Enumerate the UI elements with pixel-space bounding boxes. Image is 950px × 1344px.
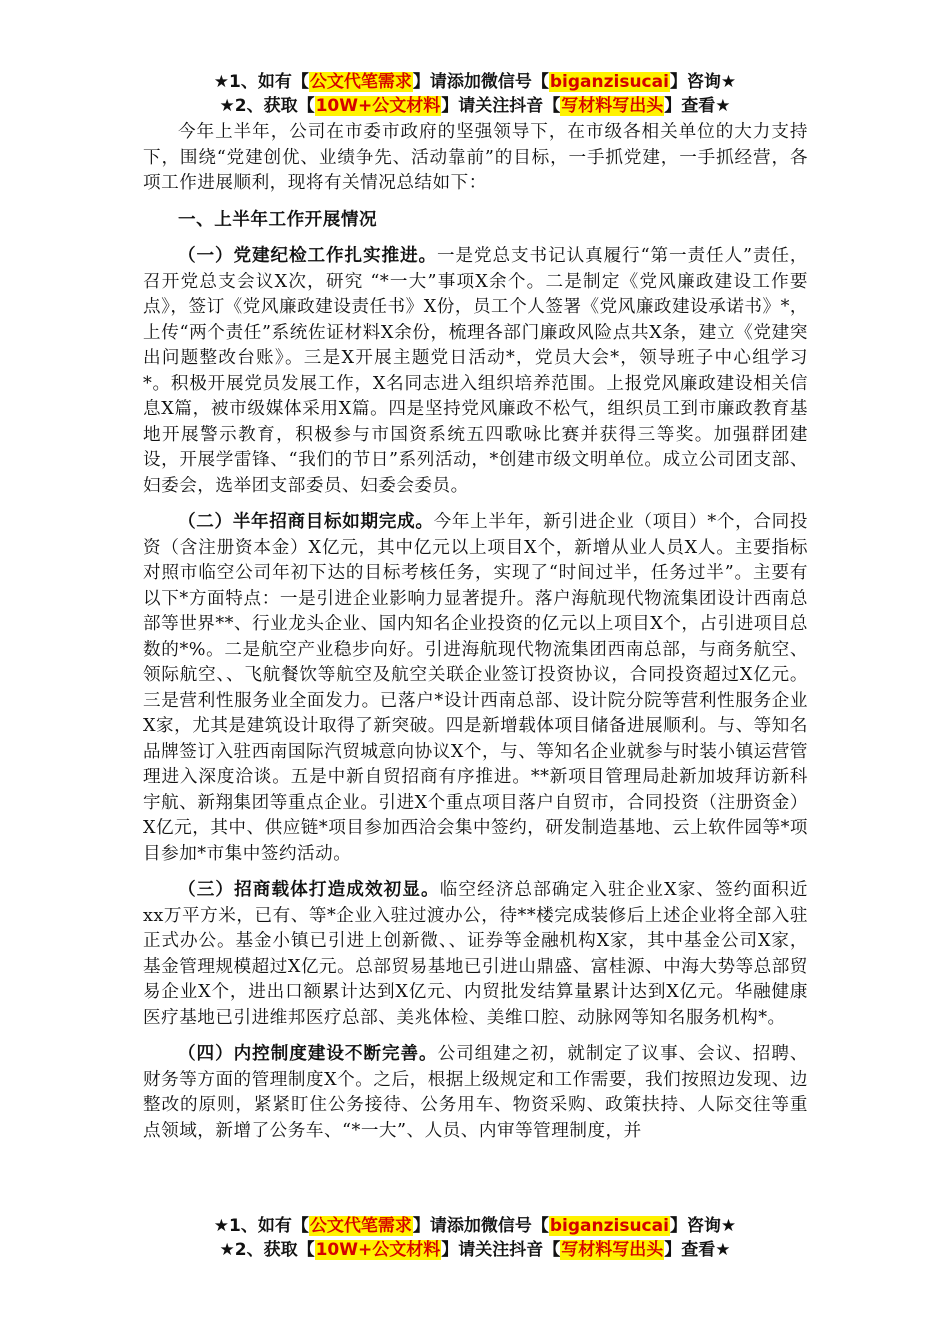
item-2-body: 今年上半年，新引进企业（项目）*个，合同投资（含注册资本金）X亿元，其中亿元以上项目X个，新增从业人员X人。主要指标对照市临空公司年初下达的目标考核任务，实现了“时间过半，任务过半”。主要有以下*方面特点：一是引进企业影响力显著提升。落户海航现代物流集团设计西南总部等世界**、行业龙头企业、国内知名企业投资的亿元以上项目X个，占引进项目总数的*%。二是航空产业稳步向好。引进海航现代物流集团西南总部，与商务航空、领际航空、、飞航餐饮等航空及航空关联企业签订投资协议，合同投资超过X亿元。三是营利性服务业全面发力。已落户*设计西南总部、设计院分院等营利性服务企业X家，尤其是建筑设计取得了新突破。四是新增载体项目储备进展顺利。与、等知名品牌签订入驻西南国际汽贸城意向协议X个，与、等知名企业就参与时装小镇运营管理进入深度洽谈。五是中新自贸招商有序推进。**新项目管理局赴新加坡拜访新科宇航、新翔集团等重点企业。引进X个重点项目落户自贸市，合同投资（注册资金）X亿元，其中、供应链*项目参加西洽会集中签约，研发制造基地、云上软件园等*项目参加*市集中签约活动。	[143, 512, 808, 864]
item-4-body: 公司组建之初，就制定了议事、会议、招聘、财务等方面的管理制度X个。之后，根据上级规定和工作需要，我们按照边发现、边整改的原则，紧紧盯住公务接待、公务用车、物资采购、政策扶持、人际交往等重点领域，新增了公务车、“*一大”、人员、内审等管理制度，并	[143, 1044, 808, 1141]
item-1-paragraph	[143, 244, 808, 499]
footer-banner-1-prefix: ★1、如有【	[213, 1216, 309, 1236]
banner-2-suffix: 】查看★	[664, 96, 731, 116]
item-2-paragraph	[143, 510, 808, 867]
footer-banner-2-suffix: 】查看★	[664, 1240, 731, 1260]
footer-banner-1-mid: 】请添加微信号【	[412, 1216, 549, 1236]
item-2-lead: （二）半年招商目标如期完成。	[178, 512, 434, 532]
banner-1-suffix: 】咨询★	[669, 72, 737, 92]
banner-line-2	[0, 94, 950, 118]
item-3-body: 临空经济总部确定入驻企业X家、签约面积近xx万平方米，已有、等*企业入驻过渡办公，待**楼完成装修后上述企业将全部入驻正式办公。基金小镇已引进上创新微、、证券等金融机构X家，其中基金公司X家，基金管理规模超过X亿元。总部贸易基地已引进山鼎盛、富桂源、中海大势等总部贸易企业X个，进出口额累计达到X亿元、内贸批发结算量累计达到X亿元。华融健康医疗基地已引进维邦医疗总部、美兆体检、美维口腔、动脉网等知名服务机构*。	[143, 880, 808, 1028]
banner-2-prefix: ★2、获取【	[219, 96, 315, 116]
footer-banner-2-mid: 】请关注抖音【	[441, 1240, 561, 1260]
banner-2-mid: 】请关注抖音【	[441, 96, 561, 116]
footer-banners	[0, 1214, 950, 1262]
banner-2-highlight: 10W+公文材料	[315, 96, 441, 116]
item-1-body: 一是党总支书记认真履行“第一责任人”责任，召开党总支会议X次，研究 “*一大”事项X余个。二是制定《党风廉政建设工作要点》，签订《党风廉政建设责任书》X份，员工个人签署《党风廉政建设承诺书》*，上传“两个责任”系统佐证材料X余份，梳理各部门廉政风险点共X条，建立《党建突出问题整改台账》。三是X开展主题党日活动*，党员大会*，领导班子中心组学习*。积极开展党员发展工作，X名同志进入组织培养范围。上报党风廉政建设相关信息X篇，被市级媒体采用X篇。四是坚持党风廉政不松气，组织员工到市廉政教育基地开展警示教育，积极参与市国资系统五四歌咏比赛并获得三等奖。加强群团建设，开展学雷锋、“我们的节日”系列活动，*创建市级文明单位。成立公司团支部、妇委会，选举团支部委员、妇委会委员。	[143, 246, 808, 496]
item-1-lead: （一）党建纪检工作扎实推进。	[178, 246, 438, 266]
section-1-title: 一、上半年工作开展情况	[178, 209, 378, 230]
wechat-id-highlight: biganzisucai	[549, 72, 669, 92]
douyin-name-highlight: 写材料写出头	[561, 96, 664, 116]
banner-line-1	[0, 70, 950, 94]
banner-1-highlight: 公文代笔需求	[309, 72, 412, 92]
item-4-lead: （四）内控制度建设不断完善。	[178, 1044, 438, 1064]
intro-paragraph: 今年上半年，公司在市委市政府的坚强领导下，在市级各相关单位的大力支持下，围绕“党建创优、业绩争先、活动靠前”的目标，一手抓党建，一手抓经营，各项工作进展顺利，现将有关情况总结如下：	[143, 122, 808, 193]
footer-douyin-name-highlight: 写材料写出头	[561, 1240, 664, 1260]
footer-banner-1-highlight: 公文代笔需求	[309, 1216, 412, 1236]
footer-banner-2-highlight: 10W+公文材料	[315, 1240, 441, 1260]
item-3-lead: （三）招商载体打造成效初显。	[178, 880, 440, 900]
header-banners	[0, 70, 950, 118]
item-3-paragraph	[143, 878, 808, 1031]
item-4-paragraph	[143, 1042, 808, 1144]
footer-banner-2-prefix: ★2、获取【	[219, 1240, 315, 1260]
footer-banner-line-2	[0, 1238, 950, 1262]
banner-1-mid: 】请添加微信号【	[412, 72, 549, 92]
document-body	[143, 120, 808, 1144]
banner-1-prefix: ★1、如有【	[213, 72, 309, 92]
footer-banner-line-1	[0, 1214, 950, 1238]
footer-wechat-id-highlight: biganzisucai	[549, 1216, 669, 1236]
footer-banner-1-suffix: 】咨询★	[669, 1216, 737, 1236]
